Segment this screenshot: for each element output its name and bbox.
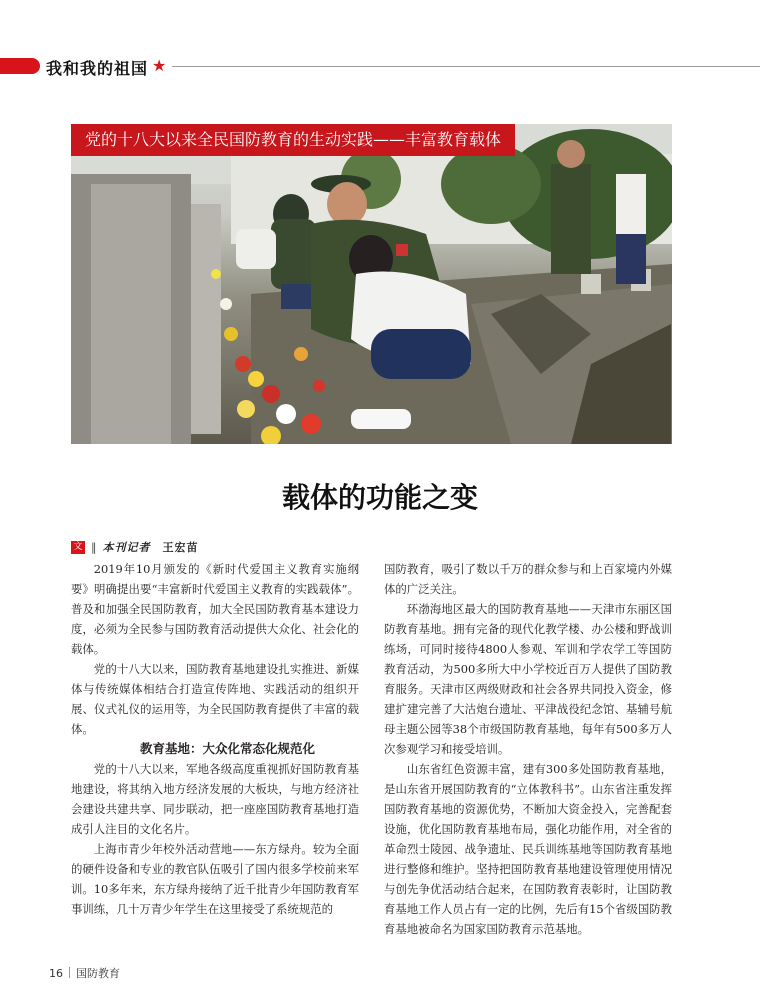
section-title: 我和我的祖国 [46,59,149,78]
magazine-name: 国防教育 [76,967,120,980]
article-title: 载体的功能之变 [281,481,478,514]
paragraph: 党的十八大以来，国防教育基地建设扎实推进、新媒体与传统媒体相结合打造宣传阵地、实践活动的组织开展、仪式礼仪的运用等，为全民国防教育提供了丰富的载体。 [71,662,359,736]
article-photo [71,124,672,444]
header-divider [172,66,760,67]
right-column [384,559,672,939]
paragraph: 上海市青少年校外活动营地——东方绿舟。较为全面的硬件设备和专业的教官队伍吸引了国内很多学校前来军训。10多年来，东方绿舟接纳了近千批青少年国防教育军事训练，几十万青少年学生在这里接受了系统规范的 [71,842,359,916]
paragraph: 2019年10月颁发的《新时代爱国主义教育实施纲要》明确提出要“丰富新时代爱国主义教育的实践载体”。普及和加强全民国防教育，加大全民国防教育基本建设力度，必须为全民参与国防教育活动提供大众化、社会化的载体。 [71,562,359,656]
left-column [71,559,359,919]
section-subheading: 教育基地：大众化常态化规范化 [139,741,315,756]
paragraph: 环渤海地区最大的国防教育基地——天津市东丽区国防教育基地。拥有完备的现代化教学楼、办公楼和野战训练场，可同时接待4800人参观、军训和学农学工等国防教育活动，为500多所大中小学校近百万人提供了国防教育服务。天津市区两级财政和社会各界共同投入资金，修建扩建完善了大沽炮台遗址、平津战役纪念馆、基辅号航母主题公园等38个市级国防教育基地，每年有500多万人次参观学习和接受培训。 [384,602,672,756]
paragraph: 国防教育，吸引了数以千万的群众参与和上百家境内外媒体的广泛关注。 [384,562,672,596]
page-number: 16 [49,967,63,980]
byline [71,539,199,555]
photo-illustration [71,124,672,444]
photo-caption: 党的十八大以来全民国防教育的生动实践——丰富教育载体 [71,124,515,156]
paragraph: 党的十八大以来，军地各级高度重视抓好国防教育基地建设，将其纳入地方经济发展的大板块，与地方经济社会建设共建共享、同步联动，把一座座国防教育基地打造成引人注目的文化名片。 [71,762,359,836]
page-footer [49,965,120,981]
author-name: 王宏苗 [162,541,199,554]
footer-divider [69,967,70,978]
star-icon: ★ [152,56,167,75]
byline-separator: ‖ [91,540,97,554]
article-icon: 文 [71,541,85,554]
byline-label: 本刊记者 [102,541,151,554]
section-color-bar [0,58,40,74]
paragraph: 山东省红色资源丰富，建有300多处国防教育基地，是山东省开展国防教育的“立体教科书”。山东省注重发挥国防教育基地的资源优势，不断加大资金投入，完善配套设施，优化国防教育基地布局，强化功能作用，对全省的革命烈士陵园、战争遗址、民兵训练基地等国防教育基地进行整修和维护。坚持把国防教育基地建设管理使用情况与创先争优活动结合起来，在国防教育表彰时，让国防教育基地工作人员占有一定的比例，先后有15个省级国防教育基地被命名为国家国防教育示范基地。 [384,762,672,936]
